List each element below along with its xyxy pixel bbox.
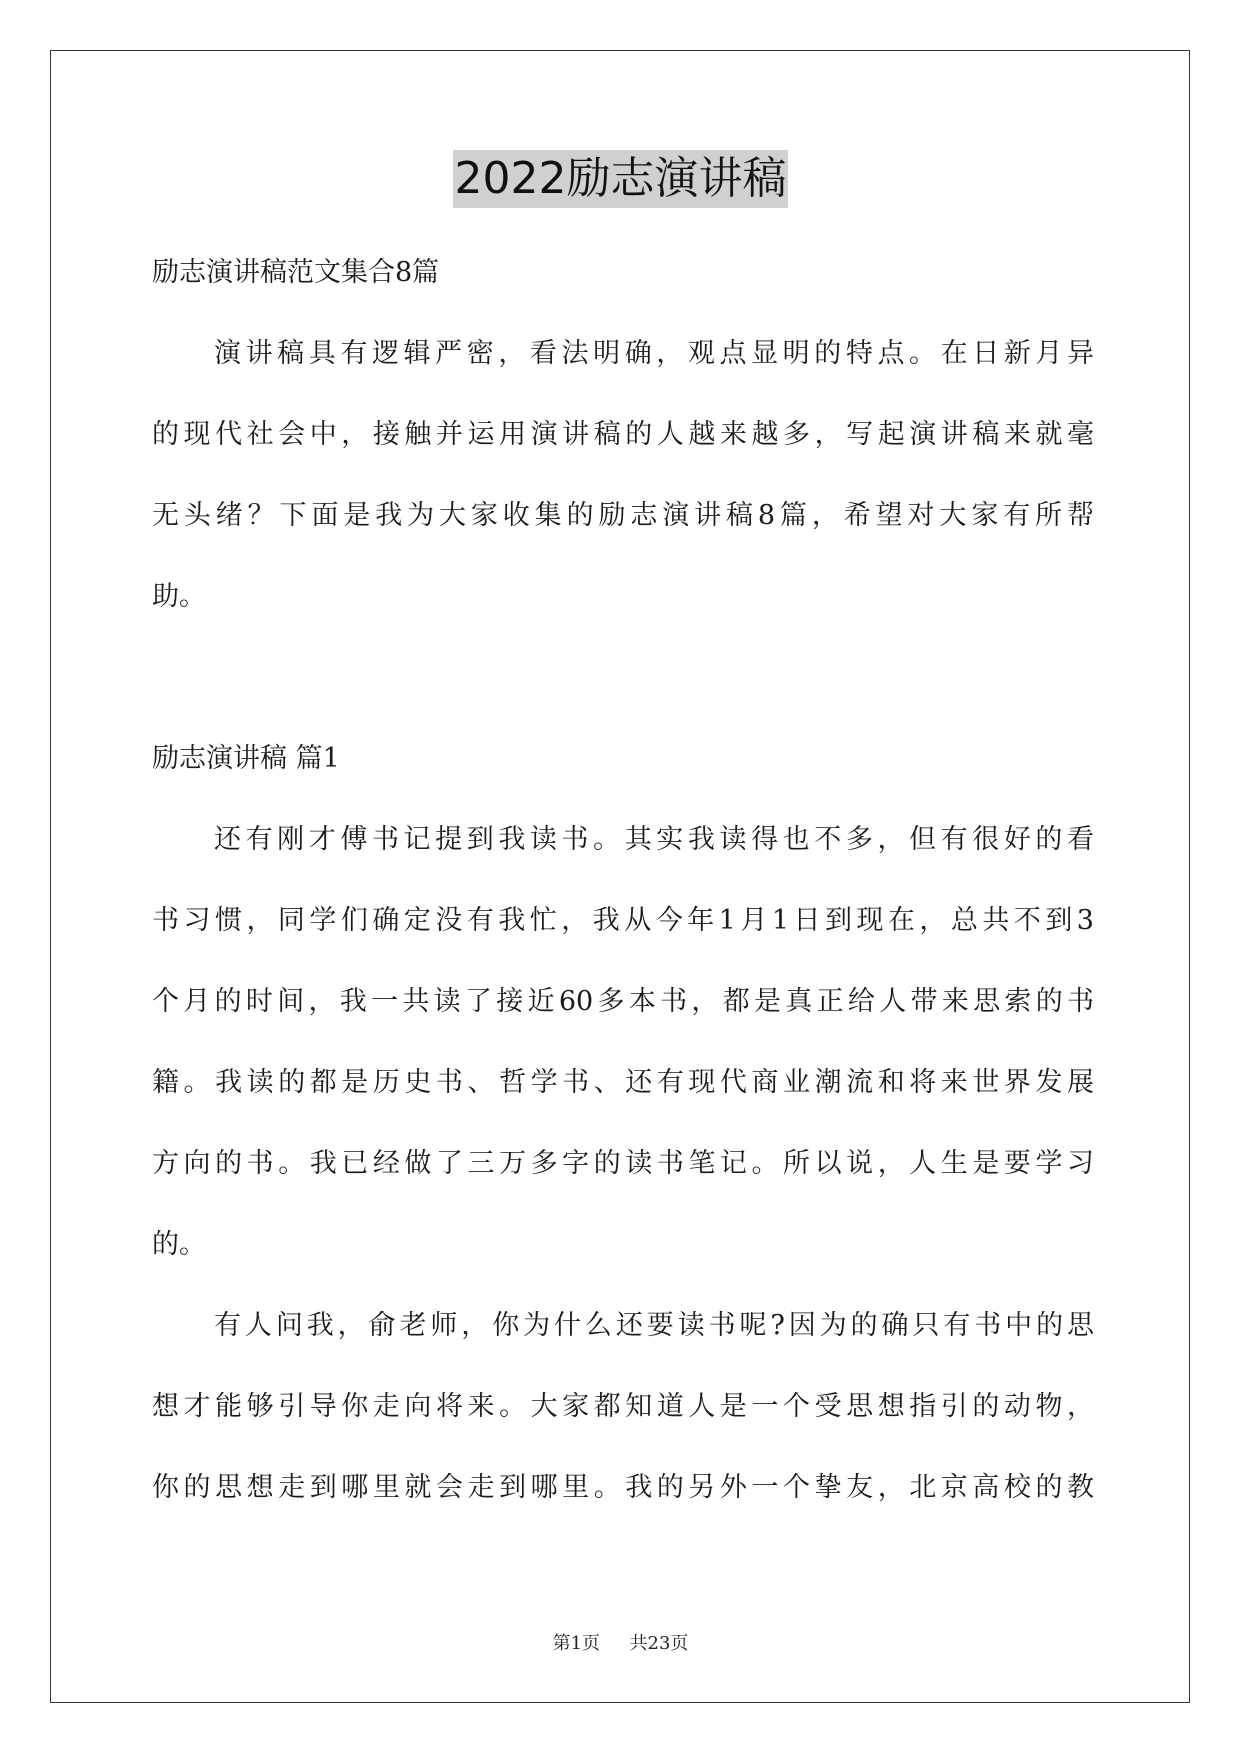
section-heading: 励志演讲稿 篇1	[152, 743, 340, 774]
intro-paragraph	[152, 313, 1094, 637]
paragraph-line: 书习惯，同学们确定没有我忙，我从今年1月1日到现在，总共不到3	[152, 905, 1094, 936]
page-total: 共23页	[629, 1633, 689, 1654]
section-spacer	[152, 637, 1094, 718]
page-footer	[0, 1632, 1241, 1656]
document-subtitle: 励志演讲稿范文集合8篇	[152, 257, 440, 288]
paragraph-line: 籍。我读的都是历史书、哲学书、还有现代商业潮流和将来世界发展	[152, 1067, 1094, 1098]
paragraph-line: 方向的书。我已经做了三万多字的读书笔记。所以说，人生是要学习	[152, 1148, 1094, 1179]
paragraph-line: 你的思想走到哪里就会走到哪里。我的另外一个挚友，北京高校的教	[152, 1472, 1094, 1503]
document-body	[152, 232, 1094, 1528]
paragraph-2	[152, 1285, 1094, 1528]
intro-line: 无头绪？下面是我为大家收集的励志演讲稿8篇，希望对大家有所帮	[152, 500, 1094, 531]
paragraph-line: 的。	[152, 1229, 206, 1260]
intro-line: 助。	[152, 581, 206, 612]
title-block	[0, 150, 1241, 208]
intro-line: 的现代社会中，接触并运用演讲稿的人越来越多，写起演讲稿来就毫	[152, 419, 1094, 450]
page-number: 第1页	[552, 1633, 601, 1654]
document-title: 2022励志演讲稿	[453, 150, 789, 208]
paragraph-line: 想才能够引导你走向将来。大家都知道人是一个受思想指引的动物，	[152, 1391, 1094, 1422]
paragraph-line: 有人问我，俞老师，你为什么还要读书呢?因为的确只有书中的思	[214, 1310, 1094, 1341]
paragraph-1	[152, 799, 1094, 1285]
intro-line: 演讲稿具有逻辑严密，看法明确，观点显明的特点。在日新月异	[214, 338, 1094, 369]
paragraph-line: 个月的时间，我一共读了接近60多本书，都是真正给人带来思索的书	[152, 986, 1094, 1017]
paragraph-line: 还有刚才傅书记提到我读书。其实我读得也不多，但有很好的看	[214, 824, 1094, 855]
